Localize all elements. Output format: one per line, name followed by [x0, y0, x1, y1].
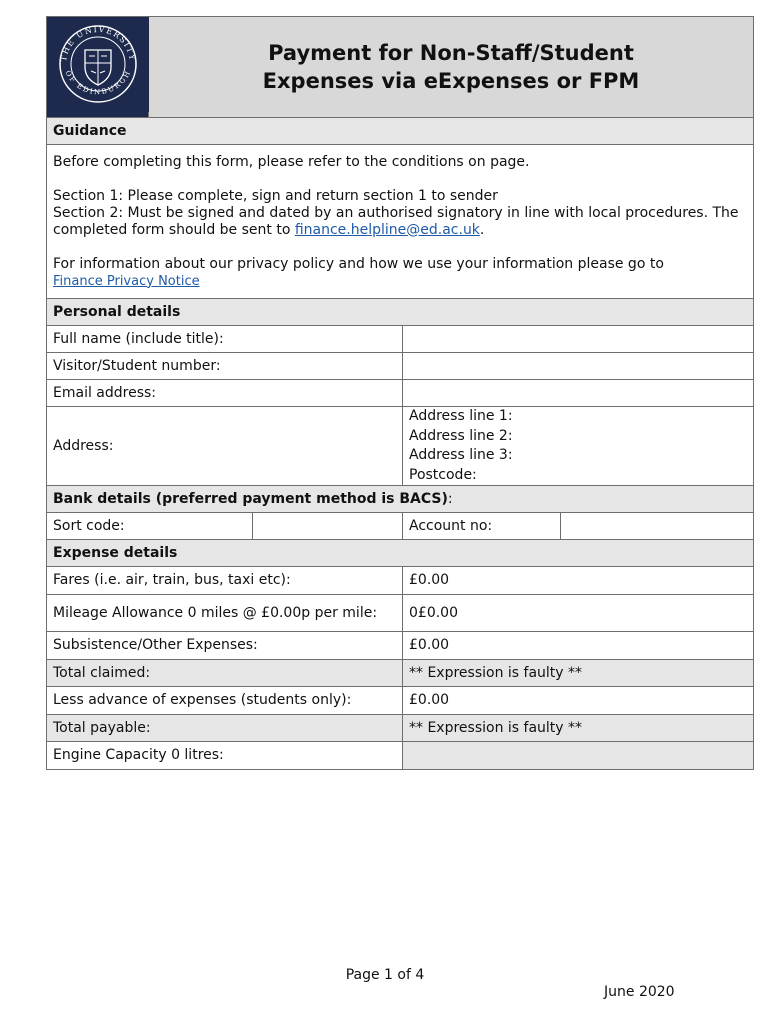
address-line-3-label: Address line 3:: [409, 447, 513, 463]
account-number-field[interactable]: [561, 513, 754, 540]
logo-text-bottom: OF EDINBURGH: [63, 69, 133, 97]
address-field[interactable]: [403, 407, 754, 486]
postcode-label: Postcode:: [409, 466, 477, 483]
full-name-label: Full name (include title):: [47, 326, 403, 353]
sort-code-field[interactable]: [253, 513, 403, 540]
guidance-intro: Before completing this form, please refer to the conditions on page.: [53, 153, 530, 170]
finance-helpline-email-link[interactable]: finance.helpline@ed.ac.uk: [294, 221, 480, 238]
expense-form: [46, 16, 754, 770]
university-logo-cell: [47, 17, 149, 118]
guidance-section1: Section 1: Please complete, sign and return section 1 to sender: [53, 187, 498, 204]
guidance-body: [47, 145, 754, 299]
title-line-1: Payment for Non-Staff/Student: [268, 41, 634, 65]
expense-row-value[interactable]: £0.00: [403, 687, 754, 715]
visitor-number-field[interactable]: [403, 353, 754, 380]
logo-text-top: THE UNIVERSITY: [59, 24, 137, 62]
expense-row-label: Subsistence/Other Expenses:: [47, 632, 403, 660]
page-number: Page 1 of 4: [345, 967, 425, 983]
guidance-section2: Section 2: Must be signed and dated by an authorised signatory in line with local procedures. The completed form should be sent to finance.helpline@ed.ac.uk.: [53, 204, 739, 238]
address-label: Address:: [47, 407, 403, 486]
expense-row-value: ** Expression is faulty **: [403, 660, 754, 687]
email-field[interactable]: [403, 380, 754, 407]
expense-row-label: Less advance of expenses (students only):: [47, 687, 403, 715]
address-line-2-label: Address line 2:: [409, 427, 513, 444]
expense-row-value: ** Expression is faulty **: [403, 715, 754, 742]
expense-row-label: Total payable:: [47, 715, 403, 742]
expense-row-label: Mileage Allowance 0 miles @ £0.00p per mile:: [47, 595, 403, 632]
university-crest-icon: [47, 17, 149, 112]
expense-row-label: Engine Capacity 0 litres:: [47, 742, 403, 770]
expense-row-label: Fares (i.e. air, train, bus, taxi etc):: [47, 567, 403, 595]
visitor-number-label: Visitor/Student number:: [47, 353, 403, 380]
personal-details-heading: Personal details: [47, 299, 754, 326]
finance-privacy-notice-link[interactable]: Finance Privacy Notice: [53, 273, 200, 289]
expense-row-label: Total claimed:: [47, 660, 403, 687]
email-label: Email address:: [47, 380, 403, 407]
full-name-field[interactable]: [403, 326, 754, 353]
expense-details-heading: Expense details: [47, 540, 754, 567]
bank-details-heading: Bank details (preferred payment method is BACS):: [47, 486, 754, 513]
address-line-1-label: Address line 1:: [409, 408, 513, 424]
account-number-label: Account no:: [403, 513, 561, 540]
guidance-heading: Guidance: [47, 118, 754, 145]
expense-row-value[interactable]: 0£0.00: [403, 595, 754, 632]
form-date: June 2020: [604, 984, 675, 1000]
page-title: [149, 17, 754, 118]
expense-row-value[interactable]: £0.00: [403, 567, 754, 595]
sort-code-label: Sort code:: [47, 513, 253, 540]
expense-row-value[interactable]: £0.00: [403, 632, 754, 660]
guidance-privacy: For information about our privacy policy and how we use your information please go to: [53, 255, 664, 272]
expense-row-value: [403, 742, 754, 770]
title-line-2: Expenses via eExpenses or FPM: [262, 69, 640, 93]
